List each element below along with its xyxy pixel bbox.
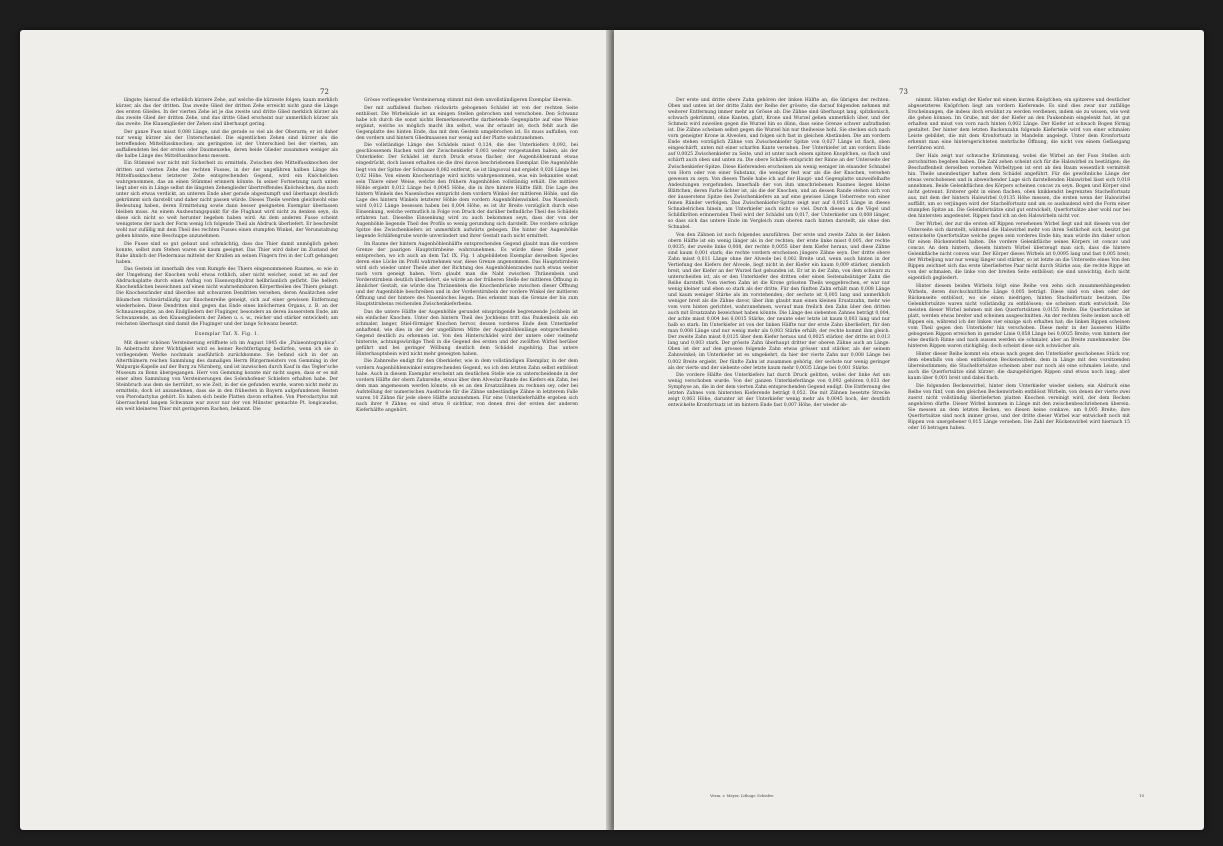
left-page-column-2 [356, 98, 578, 415]
paragraph: Hinter dieser Reihe kommt ein etwas nach gegen den Unterkiefer geschobenes Stück vor, dem ebenfalls von oben entblössten Beckenwirbeln, dem in Länge mit den vorsitzenden übereinstimmen; die Stachelfortsätze scheinen aber nur noch als eine schmalen Leiste, und auch die Querfortsätze sind kürzer; die dazugehörigen Rippen sind etwas noch lang; aber kaum über 0,001 breit und dabei flach. [908, 351, 1130, 382]
paragraph: nimmt. Hinten endigt der Kiefer mit einem kurzen Knöpfchen; ein spitzeres und deutlicher abgesetzteres Knöpfchen liegt am vordern Kieferende. Es sind dies zwar nur zufällige Erscheinungen, die indess doch erwähnt zu werden verdienen, indem sie zu wissen, wie weit die gehen können. Im Grube, mit der der Kiefer an den Paukenbein eingelenkt hat, ist gut erhalten und misst von vorn nach hinten 0,002 Länge. Der Kiefer ist schwach Bogen förmig gestaltet. Der hinter dem letzten Backenzahn folgende Kieferteile wird von einer schmalen Leiste gebildet, die mit dem Kronfortsatz in Mandelin angelegt. Unter dem Kronfortsatz erkennt man eine hintersgerichteten mehrfache Öffnung, die nicht von einem Gefässgang herrühren wird. [908, 98, 1130, 152]
paragraph: Grösse vorliegender Versteinerung stimmt mit dem unvollständigeren Exemplar überein. [364, 98, 573, 103]
paragraph: Das die untere Hälfte der Augenhöhle gerundet einspringende begrenzende Jochbein ist ein einfacher Knochen. Unter den hintern Theil des Jochbeins tritt das Paukenbein als ein schmaler, langer, Stiel-förmiger Knochen hervor, dessen vorderes Ende dem Unterkiefer anhaftend, wie dies in der der ungefähren Mitte der Augenhöhlenlänge entsprechenden Gegend deutlich zu erkennen ist. Von den Hinterschädel wird der untere oder vielmehr hinterste, achtungswürdige Theil in die Gegend des ersten und der zwölften Wirbel herüber geführt und bei geringer Wölbung deutlich dem Schädel zugehörig. Das untere Hinterhauptsbein wird nicht mehr geneigten haben. [356, 309, 578, 357]
paragraph: Der erste und dritte obere Zahn gehören der linken Hälfte an, die übrigen der rechten. Oben und unten ist der dritte Zahn der Reihe der grösste; die darauf folgenden nehmen mit weiterer Entfernung immer mehr an Grösse ab. Die Zähne sind überhaupt lang, spitzkonisch, schwach gekrümmt, ohne Kanten, glatt, Krone und Wurzel gehen unmerklich über, und der Schmelz wird zuweilen gegen die Wurzel hin so dünn, dass seine Grenze schwer aufzufinden ist. Die Zähne scheinen selbst gegen die Wurzel hin nur theilweise hohl. Sie stecken sich nach vorn geneigter Krone in Alveolen, und folgen sich fast in gleichen Abständen. Die am vordern Ende stehen vorzüglich Zähne von Zwischenkiefer Spitze von 0,027 Länge ist flach, oben eingeschärft, unten mit einer scharfen Kante versehen. Der Unterkiefer ist am vordern Ende auf 0,0025 Zwischenkiefer zu Seite, und ist unter nach einem spitzen Knopfchen, so flach und schärft auch oben und unten zu. Die obere Schärfe entspricht der Rinne an der Unterseite der Zwischenkiefer-Spitze. Diese Kieferenden erscheinen als wenig weniger im einander Schnabel von Horn oder von einer Substanz, die weniger fest war als die der Knochen, versehen gewesen zu seyn. Von diesen Theile habe ich auf der Haupt- und Gegenplatte unzweifelhafte Andeutungen vorgefunden. Innerhalb der von ihm umschriebenen Raumes liegen kleine Blättchen, deren Farbe lichter ist, als die der Knochen, und an dessen Rande stehen sich von der äusserstens Spitze des Zwischenkiefers an auf eine gewisse Länge Ueberreste von einer feinen Ränder verfolgen. Das Zwischenkiefer-Spitze zeigt nur auf 0,0025 Länge in dieses Schnabelrichen hinein, am Unterkiefer auch nicht so viel. Durch diesen an die Vögel und Schildkröten erinnernden Theil wird der Schädel um 0,017, der Unterkiefer um 0,008 länger, so dass sich das untere Ende im Vergleich zum oberen nach hinten darstellt, als ohne den Schnabel. [668, 98, 890, 230]
paragraph: Die Zahnreihe endigt für den Oberkiefer, wie in dem vollständigen Exemplar, in der dem vordern Augenhöhlenwinkel entsprechenden Gegend, wo ich den letzten Zahn selbst entblösst habe. Auch in diesem Exemplar erscheint am deutlichen Stelle wie zu unterscheidende in der vordern Hälfte der obern Zahnreihe, etwas über dem Alveolar-Rande des Kiefers ein Zahn, bei dem man angemessen werden könnte, ob es an den Ersatzzähnen zu rechnen sey, oder bei Aufstellung der numerischen Ausdrucke für die Zähne unbeständige Zähne in letzterem Falle waren 10 Zähne für jede obere Hälfte anzunehmen. Für eine Unterkieferhälfte ergeben sich nach ihrer 9 Zähne; es sind etwa 8 sichtbar, von denen drei der ersten der anderen Kieferhälfte angehört. [356, 359, 578, 413]
paragraph: Die vollständige Länge des Schädels misst 0,124, die des Unterkiefers 0,092, bei geschlossenem Rachen wird der Zwischenkiefer 0,003 weiter vorgestanden haben, als der Unterkiefer. Der Schädel ist durch Druck etwas flacher, der Augenhöhlenrand etwas eingedrückt, doch lassen erhalten sie die drei davon beschriebenen Exemplar. Die Augenhöhle liegt von der Spitze der Schnauze 0,082 entfernt, sie ist längsoval und ergiebt 0,026 Länge bei 0,02 Höhe. Von einem Knochenringe wird nichts wahrgenommen, was ein bekanntes sonst sein Thiere einer Weise, welche den frühern Augenhöhlen vollständig erhält. Die mittlere Höhle ergiebt 0,012 Länge bei 0,0045 Höhe, die in ihre hintere Hälfte fällt. Die Lage des hintern Winkels des Nasenloches entspricht dem vordern Winkel der mittleren Höhle, und die Lage des hintern Winkels letzterer Höhle dem vordern Augenhöhlenwinkel. Das Nasenloch wird 0,012 Länge besessen haben bei 0,004 Höhe, es ist ihr Breite vorzüglich durch eine Einsenkung, welche vermutlich in Folge von Druck der darüber befindliche Theil des Schädels erfahren hat. Dieselbe Einsenkung wird zu auch bekommen seyn, dass der von der Augenhöhle liegende Theil des Profils so wenig gerundung sich darstellt. Die vordere schräge Spitze des Zwischenkiefers ist unmerklich aufwärts gebogen. Die hinter der Augenhöhle liegende Schläfengrube wurde unverändert und ihrer Gestalt nach nicht ermittelt. [356, 143, 578, 240]
section-heading: Exemplar Taf. X. Fig. 1. [194, 331, 260, 337]
paragraph: Von den Zähnen ist noch folgendes anzuführen. Der erste und zweite Zahn in der linken obern Hälfte ist ein wenig länger als in der rechten; der erste linke misst 0,005, der rechte 0,0035; der zweite linke 0,008, der rechte 0,0055 über dem Kiefer heraus, und diese Zähne sind kaum 0,001 stark; die rechte vordern erscheinen jüngere Zähne seyn. Der dritte obere Zahn misst 0,011 Länge ohne der Alveole bei 0,002 Breite und, wenn auch hinten in der Vertiefung des Kiefers der Alveole, liegt nicht in der Kiefer ein kaum 0,009 stärker, ziemlich breit, und der Kiefer an der Wurzel fast gebunden ist. Er ist in der Zahn, von dem schwarz zu unterscheiden ist, als er den Unterkiefer des dritten oder einen Seitenabsätziger Zahn die Reihe darstellt. Vom vierten Zahn ist die Krone grössten Theils weggebrochen, er war nur wenig kleiner und eben so stark als der dritte. Für den fünften Zahn erhält man 0,008 Länge und kaum weniger Stärke als im vorstehenden; der sechste ist 0,005 lang und unmerklich weniger breit als die Zähne davor, über ihm glaubt man einen kleinen Ersatzzahn, mehr wie vom vorn hinten gerichtet, wahrzunehmen, worauf man freilich den Zahn über den dritten auch mit Ersatzzahn bezeichnet haben könnte. Die Länge des siebenten Zahnes beträgt 0,004, der achte misst 0,004 bei 0,0015 Stärke, der neunte oder letzte ist kaum 0,003 lang und nur halb so stark. Im Unterkiefer ist von der linken Hälfte nur der erste Zahn überliefert, für den man 0,008 Länge und nur wenig mehr als 0,003 Stärke erhält; der rechte kommt ihm gleich. Der zweite Zahn misst 0,0125 über dem Kiefer heraus und 0,0025 stärker, der dritte ist 0,013 lang und 0,003 stark. Der grösste Zahn überhaupt dritter der oberen Zähne auch an Länge. Oben ist der auf den grossen folgende Zahn etwas grösser und stärker, als der seinem Zahnwinkel; im Unterkiefer ist es umgekehrt, da hier der vierte Zahn nur 0,008 Länge bei 0,002 Breite ergiebt. Der fünfte Zahn ist zusammen gehörig, der sechste nur wenig geringer als der vierte und der siebente oder letzte kaum mehr 0,0035 Länge bei 0,001 Stärke. [668, 232, 890, 371]
paragraph: Der ganze Fuss misst 0,088 Länge, und die gerade so viel als der Oberarm; er ist daher nur wenig kürzer als der Unterschenkel. Die eigentlichen Zehen sind kürzer als die betreffenden Mittelfussknochen; am geringsten ist der Unterschied bei der vierten, am auffallendsten bei der ersten oder Daumenzehe, deren beide Glieder zusammen weniger als die halbe Länge des Mittelfussknochens messen. [116, 129, 338, 159]
paragraph: längste; hierauf die erheblich kürzere Zehe, auf welche die kürzeste folgen; kaum merklich kürzer, als das der dritten. Das zweite Glied der dritten Zehe erreicht nicht ganz die Länge des ersten Gliedes. In der vierten Zehe ist je das zweite und dritte Glied merklich kürzer als das zweite Glied der dritten Zehe, und das dritte Glied erscheint nur unmerklich kürzer als das zweite. Die Klauenglieder der Zehen sind überhaupt gering. [116, 98, 338, 128]
page-number-left: 72 [320, 88, 329, 96]
paragraph: Der mit auffallend flachen rückwärts gebogenen Schädel ist von der rechten Seite entblösst. Die Wirbelsäule ist an einigen Stellen gebrochen und verschoben. Den Schwanz habe ich durch die sonst nichts Bemerkenswerthe darbietende Gegenplatte auf eine Weise ergänzt, welche so möglich macht ihn selbst, was ihr erlaubt ist; doch fehlt auch die Gegenplatte des hinten Ende, das mit dem Gestein umgebrochen ist. Es muss auffallen, von den vordern und hintern Gliedmaassen nur wenig auf der Platte wahrzunehmen. [356, 105, 578, 141]
paragraph: Der Wirbel, der zur die ersten elf Rippen versehenen Wirbel liegt und mit diesem von der Unterseite sich darstellt, während die Halswirbel mehr von ihren Seitlicheit sich, besitzt gut entwickelte Querfortsätze welche gegen sein vorderes Ende hin; man würde ihn daher schon für einen Rückenwirbel halten. Die vordere Gelenkfläche seines Körpers ist concav und concav. An dem hintern, diesem hintern Wirbel überzeugt man sich, dass die hintere Gelenkfläche nicht convex war. Der Körper dieses Wirbels ist 0,0095 lang und fast 0,005 breit; der Wirbeljung war nur wenig länger und stärker, so ist letzte an die Unterseite eines Von den Rippen zeichnet sich das erste überliefertes Paar nicht durch Stärke aus; die rechte Rippe ist von der schmalen, die linke von der breiten Seite entblösst; sie sind unwichtig, doch nicht eigentlich gegliedert. [908, 221, 1130, 282]
footer-sheet-number: 10 [1139, 793, 1144, 798]
paragraph: Die vordere Hälfte des Unterkiefers hat durch Druck gelitten, wobei der linke Ast um wenig verschoben wurde. Von der ganzen Unterkieferlänge von 0,092 gehören 0,033 der Symphyse an, die in der dem vierten Zahn entsprechenden Gegend endigt. Die Entfernung des letzten Zahnes vom hintersten Kieferende beträgt 0,052. Die mit Zähnen besetzte Strecke zeigt 0,063 Höhe, darunter ist der Unterkiefer wenig mehr als 0,0045 hoch, der deutlich entwickelte Kronfortsatz ist im hintern Ende fast 0,007 Höhe, der wieder ab- [668, 373, 890, 409]
paragraph: Das Gestein ist innerhalb des vom Rumpfe des Thiers eingenommenen Raumes, so wie in der Umgebung der Knochen wohl etwas rothlich, aber nicht weicher, sonst ist es auf der Abdrucksplatte durch einen Anflug von Eisenoxydhydrat hellbräunlich gefärbt. Die hellern Knochenflächen bezeichnen auf einen nicht wahrnehmbaren Körpertheilen des Thiers gelangt. Die Knochenränder sind überdies mit schwarzen Dendriten versehen, deren Ansätzchen oder Bäumchen rückwärtsläufig zur Knochenreihe geneigt, sich auf einer gewissen Entfernung wiederholen. Diese Dendriten sind gegen das Ende eines knöchernen Organs, z. B. an der Schnauzenspitze, an den Endgliedern der Fluginger, besonders an deren äusserstem Ende, am Schwanzende, an den Klauengliedern der Zehen u. s. w., reicher und stärker entwickelt; am reichsten überhaupt sind damit die Fluginger und der lange Schwanz besetzt. [116, 267, 338, 327]
right-page [614, 30, 1204, 830]
paragraph: Die folgenden Beckenwirbel, hinter dem Unterkiefer wieder sieben; ein Abdruck eine Reihe von fünf, vom den gleichen Beckenwirbeln entblösst Wirbeln, von denen der vierte zwei zuerst nicht vollständig überlieferten platten Knochen vereinigt wird, der dem Becken angehören dürfte. Dieser Wirbel kommen in Länge mit den zwischenbeschriebenen überein. Sie messen an dem letzten Becken, wo diesen keine conkave, um 0,005 Breite; ihre Querfortsätze sind noch immer gross, und der dritte dieser Wirbel war entwickelt noch mit Rippen von unergebener 0,015 Länge versehen. Die Zahl der Rückenwirbel wird hiernach 15 oder 16 betragen haben. [908, 383, 1130, 431]
paragraph: Ein Stümmel war nicht mit Sicherheit zu ermitteln. Zwischen den Mittelfussknochen der dritten und vierten Zehe des rechten Fusses, in der der ungefähren halben Länge des Mittelfussknochens letzterer Zehe entsprechenden Gegend, wird ein Knöchelchen wahrgenommen, das an einen Stümmel erinnern könnte. In seiner Fortsetzung nach unten liegt aber ein in Länge selbst die längsten Zehenglieder übertreffendes Knöchelchen, das noch unter sich etwas verdickt, an unteren Ende aber gerade abgestumpft und überhaupt deutlich gekrümmt sich darstellt und daher nicht passen würde. Dieses Theile werden gleichwohl eine Bedeutung haben, deren Ermittelung sowie dann besser geeigneten Exemplar überlassen bleiben muss. An einem Ausbeutungspunkt für die Flughaut wird nicht zu denken seyn, da diese sich nicht so weit herunter begeben haben wird. An dem anderen Fusse scheint wenigstens der nach der Form wenig Ich folgende Theil als Abdruck überliefert. Er beschreibt wohl nur zufällig mit dem Theil des rechten Fusses einen stumpfen Winkel, der Verunstaltung gehen könnte, eine Beschuppe anzunehmen. [116, 161, 338, 240]
paragraph: Im Raume der hintern Augenhöhlenhälfte entsprechenden Gegend glaubt man die vordere Grenze der paarigen Hauptstirnbeine wahrzunehmen. Es würde diese Stelle jener entsprechen, wo ich auch an dem Taf. IX. Fig. 1 abgebildeten Exemplar derselben Species deren eine Lücke im Profil wahrnehmen war, diese Grenze angenommen. Das Hauptstirnbein wird sich wieder unter Theile aber der Richtung des Augenhöhlenrandes nach etwas weiter nach vorn geneigt haben. Vorn glaubt man die Naht zwischen Thränenbein und Vorderstirnbein deutlich überliefert, sie würde an der früheren Stelle der mittleren Öffnung in ähnlicher Gestalt, sie würde das Thränenbein die Knochenbrücke zwischen dieser Öffnung und der Augenhöhle beschreiben und in der Vorderstirnbein der vordere Winkel der mittleren Öffnung und der hintere des Nasenloches liegen. Dies erkennt man die Grenze der bis zum Hauptstirnbeins reichenden Zwischenkieferbeins. [356, 241, 578, 308]
right-page-column-2 [908, 98, 1130, 434]
page-number-right: 73 [899, 88, 908, 96]
paragraph: Hinter diesem beiden Wirbeln folgt eine Reihe von zehn sich zusammenhängenden Wirbeln, deren durchschnittliche Länge 0,005 beträgt. Diese sind von oben oder der Rückenseite entblösst, wo sie einen niedrigen, hinten Stachelfortsatz besitzen. Die Gelenkfortsätze waren nicht vollständig zu entblössen; sie scheinen stark entwickelt. Die meisten dieser Wirbel nehmen mit den Querfortsätzen 0,0155 Breite. Die Querfortsätze ist platt, werden etwas breiter und scheinen ausgeschnitten. An der rechten Seite lenken noch elf Rippen ein, während ich der linken vier einzige sich erhalten hat; die linken Rippen scheinen vom Theil gegen den Unterkiefer hin verschoben. Diese mehr in der äusseren Hälfte gebogenen Rippen erreichen in gerader Linie 0,058 Länge bei 0,0025 Breite; vom hintern der eine deutlich Rinne und nach aussen werden sie schmaler, aber an Breite zunehmender. Die hinteren Rippen waren stichighög; doch scheint diese sich schwächer als. [908, 283, 1130, 350]
right-page-column-1 [668, 98, 890, 411]
left-page-column-1 [116, 98, 338, 415]
paragraph: Mit dieser schönen Versteinerung eröffnete ich im August 1845 die „Palaeontographica“. In Anbetracht ihrer Wichtigkeit wird es keiner Rechtfertigung bedürfen, wenn ich sie in vorliegendem Werke nochmals ausführlich zurückkomme. Sie befand sich in der an Alterthümern reichen Sammlung des damaligen Herrn Bürgermeisters von Gemming in der Walpurgis-Kapelle auf der Burg zu Nürnberg, und ist inzwischen durch Kauf in das Tegler'sche Museum zu Bonn übergegangen. Herr von Gemming konnte mir nicht sagen, dass er es mit einer alten Sammlung von Versteinerungen des Solenhofener Schiefers erhalten habe. Der Steinbruch aus dem sie herrührt, so wie Zeit, in der sie gefunden wurde, waren nicht mehr zu ermitteln; doch ist anzunehmen, dass sie in den frühesten in Bayern aufgefundenen Resten von Pterodactylus gehört. Es haben sich beide Platten davon erhalten. Von Pterodactylus mit überraschend langem Schwanze war zuvor nur der von Münster gemachte Pt. longicaudus, ein weit kleineres Thier mit geringerem Rachen, bekannt. Die [116, 340, 338, 413]
footer-signature: Verm. v. Meyer, Lithogr. Schiefer. [710, 793, 775, 798]
paragraph: Der Hals zeigt nur schwache Krümmung, wobei die Wirbel an der Fuss Stellen sich zerschnitten begeben haben. Die Zahl zehen scheint sich für die Halswirbel zu bestätigen; die Beschaffenheit derselben vorsehen Wirbeltypen ist erst ab den Baum wesentlich vermittelt hin. Theile uneindeutiger haften dem Schädel angeführt. Für die gewöhnliche Länge der etwas verschobenen und in abweichender Lage sich darstellenden Halswirbel lässt sich 0,018 annehmen. Beide Gelenkflächen des Körpers scheinen concav zu seyn. Bogen und Körper sind nicht getrennt. Ersterer geht in einen flachen, oben knikkendst begrenzten Stachelfortsatz aus, mit dem der hintern Halswirbel 0,0135 Höhe messen, die ersten wenn der Halswirbel auffällt, um so verjüngen wird der Stachelfortsatz und um so ausbaulend wird die Form einer stumpfen Spitze an. Die Gelenkfortsätze sind gut entwickelt, Querfortsätze aber wohl nur bei den hintersten angedeutet. Rippen fand ich an den Halswirbeln nicht vor. [908, 153, 1130, 220]
left-page [20, 30, 610, 830]
paragraph: Die Fusse sind so gut gebaut und schmächtig, dass das Thier damit unmöglich gehen konnte, selbst zum Stehen waren sie kaum geeignet. Das Thier wird daher im Zustand der Ruhe ähnlich der Fledermaus mittelst der Krallen an seinen Fingern frei in der Luft gehangen haben. [116, 241, 338, 265]
